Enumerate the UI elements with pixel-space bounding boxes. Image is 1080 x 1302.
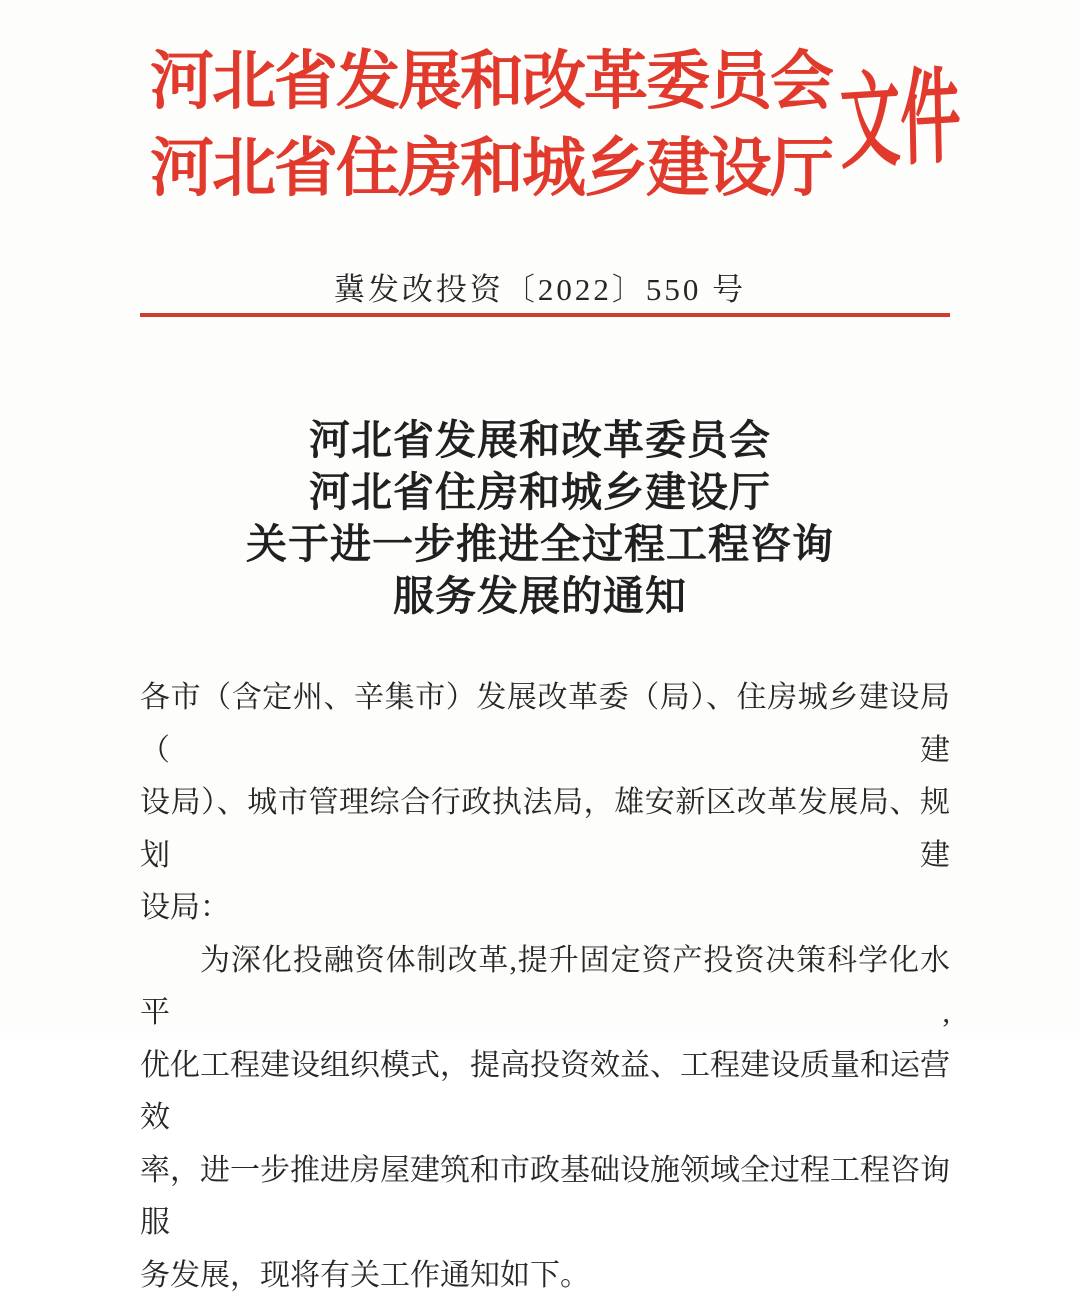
intro-line3: 率，进一步推进房屋建筑和市政基础设施领域全过程工程咨询服 [140,1145,950,1250]
recipients-line3: 设局： [140,882,950,935]
letterhead-doc-label: 文件 [839,66,962,177]
document-title-line3: 关于进一步推进全过程工程咨询 [0,518,1080,570]
letterhead [150,38,1048,212]
document-title-line1: 河北省发展和改革委员会 [0,414,1080,466]
red-divider-line [140,313,950,317]
document-title [0,414,1080,622]
intro-line4: 务发展，现将有关工作通知如下。 [140,1250,950,1302]
intro-line2: 优化工程建设组织模式，提高投资效益、工程建设质量和运营效 [140,1040,950,1145]
letterhead-agency-line2: 河北省住房和城乡建设厅 [150,125,832,212]
document-number: 冀发改投资〔2022〕550 号 [0,264,1080,309]
recipients-line1: 各市（含定州、辛集市）发展改革委（局）、住房城乡建设局（建 [140,672,950,777]
letterhead-agency-names [150,38,832,212]
document-title-line4: 服务发展的通知 [0,570,1080,622]
document-title-line2: 河北省住房和城乡建设厅 [0,466,1080,518]
letterhead-agency-line1: 河北省发展和改革委员会 [150,38,832,125]
document-body [140,672,950,1302]
recipients-line2: 设局）、城市管理综合行政执法局，雄安新区改革发展局、规划建 [140,777,950,882]
intro-line1: 为深化投融资体制改革,提升固定资产投资决策科学化水平, [140,935,950,1040]
